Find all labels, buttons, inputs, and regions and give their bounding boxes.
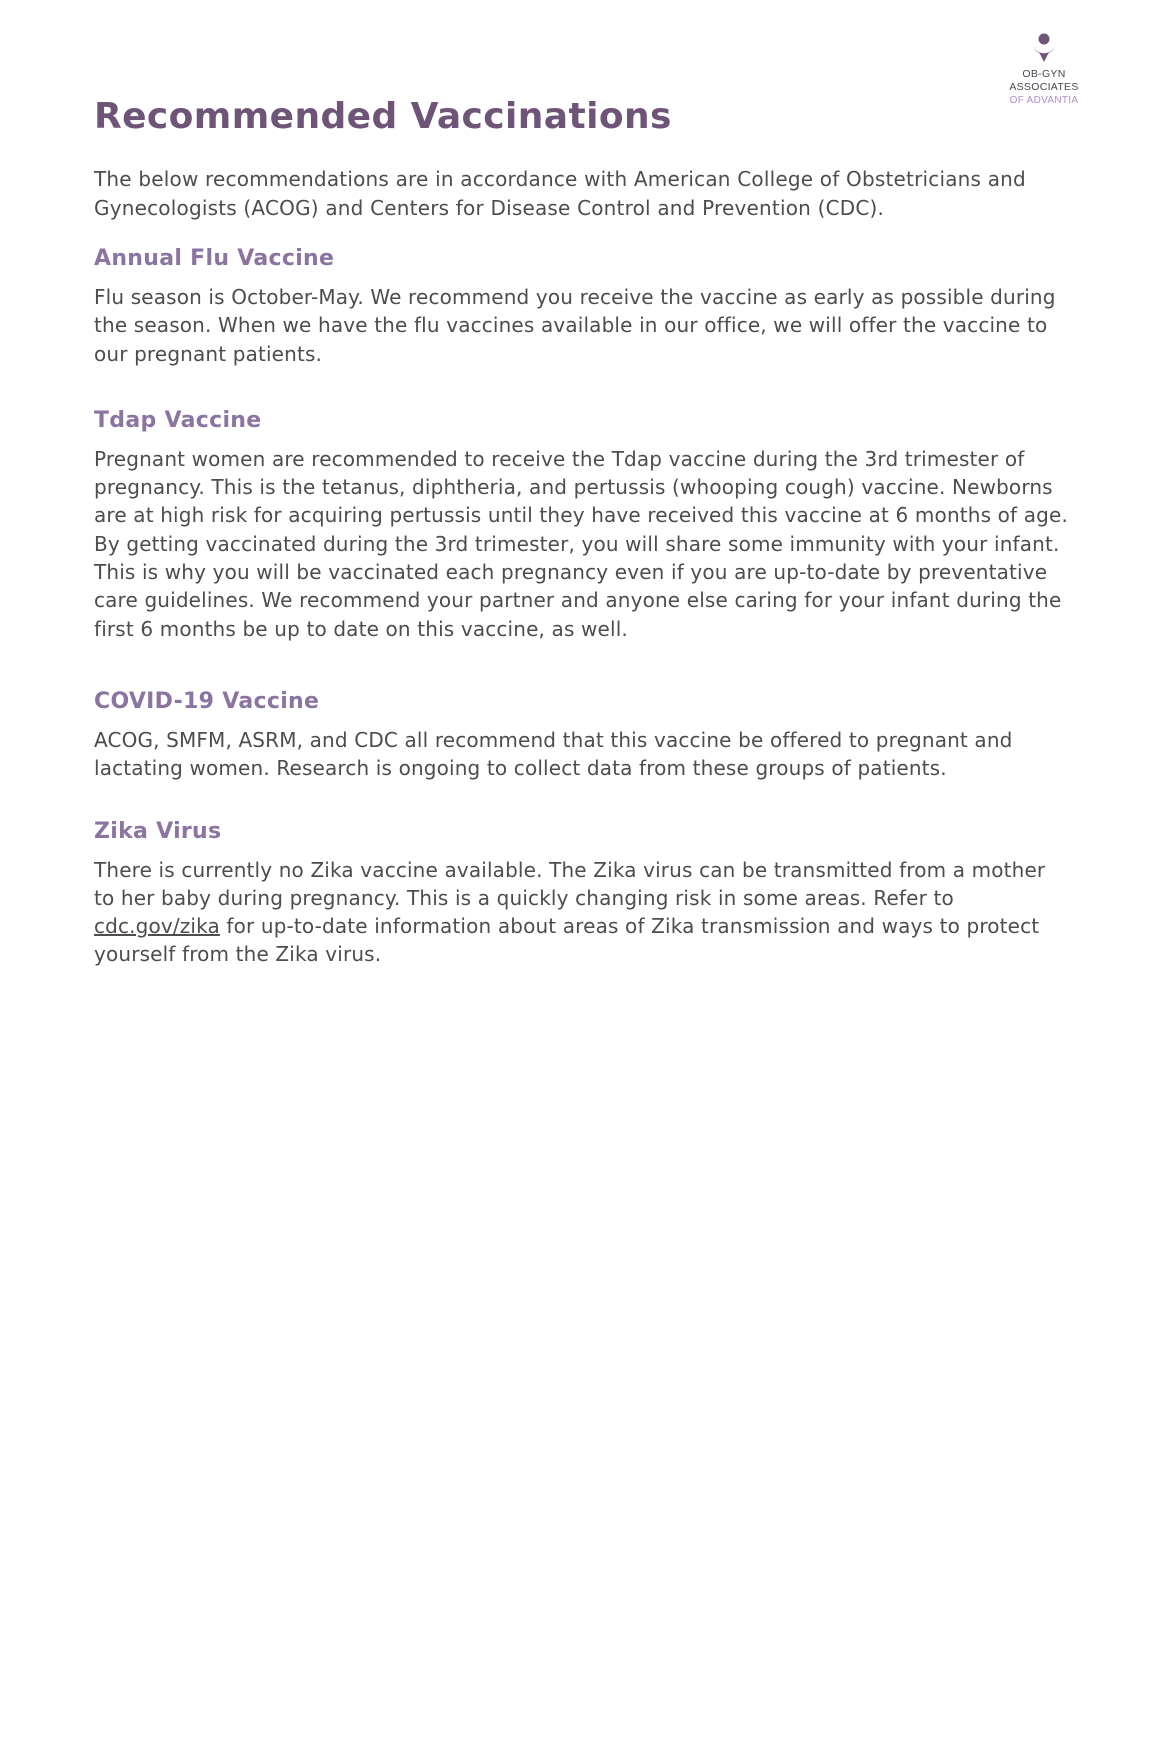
logo-text-line-3: OF ADVANTIA [1009, 95, 1079, 106]
section-body-flu: Flu season is October-May. We recommend you receive the vaccine as early as possible during the season. When we have the flu vaccines available in our office, we will offer the vaccine to our pregnant patients. [94, 285, 1056, 366]
section-zika-virus [94, 819, 1069, 969]
section-covid-vaccine [94, 689, 1069, 783]
section-heading-zika: Zika Virus [94, 818, 222, 844]
section-heading-tdap: Tdap Vaccine [94, 407, 262, 433]
section-tdap-vaccine [94, 408, 1069, 643]
logo-text-line-2: ASSOCIATES [1009, 81, 1079, 93]
section-body-tdap: Pregnant women are recommended to receive the Tdap vaccine during the 3rd trimester of pregnancy. This is the tetanus, diphtheria, and pertussis (whooping cough) vaccine. Newborns are at high risk for acquiring pertussis until they have received this vaccine at 6 months of age. By getting vaccinated during the 3rd trimester, you will share some immunity with your infant. This is why you will be vaccinated each pregnancy even if you are up-to-date by preventative care guidelines. We recommend your partner and anyone else caring for your infant during the first 6 months be up to date on this vaccine, as well. [94, 446, 1068, 641]
section-body-covid: ACOG, SMFM, ASRM, and CDC all recommend that this vaccine be offered to pregnant and lactating women. Research is ongoing to collect data from these groups of patients. [94, 727, 1013, 781]
logo-text-line-1: OB-GYN [1022, 68, 1066, 80]
section-heading-covid: COVID-19 Vaccine [94, 688, 320, 714]
zika-text-before-link: There is currently no Zika vaccine available. The Zika virus can be transmitted from a mother to her baby during pregnancy. This is a quickly changing risk in some areas. Refer to [94, 857, 1046, 910]
intro-paragraph: The below recommendations are in accordance with American College of Obstetricians and Gynecologists (ACOG) and Centers for Disease Control and Prevention (CDC). [94, 167, 1026, 220]
page-title: Recommended Vaccinations [94, 96, 672, 137]
cdc-zika-link[interactable]: cdc.gov/zika [94, 914, 220, 939]
section-body-zika [94, 856, 1069, 969]
zika-text-after-link: for up-to-date information about areas of Zika transmission and ways to protect yourself from the Zika virus. [94, 914, 1040, 967]
document-body [94, 96, 1069, 1009]
section-flu-vaccine [94, 246, 1069, 368]
ribbon-figure-icon [1027, 30, 1061, 64]
section-heading-flu: Annual Flu Vaccine [94, 246, 335, 271]
